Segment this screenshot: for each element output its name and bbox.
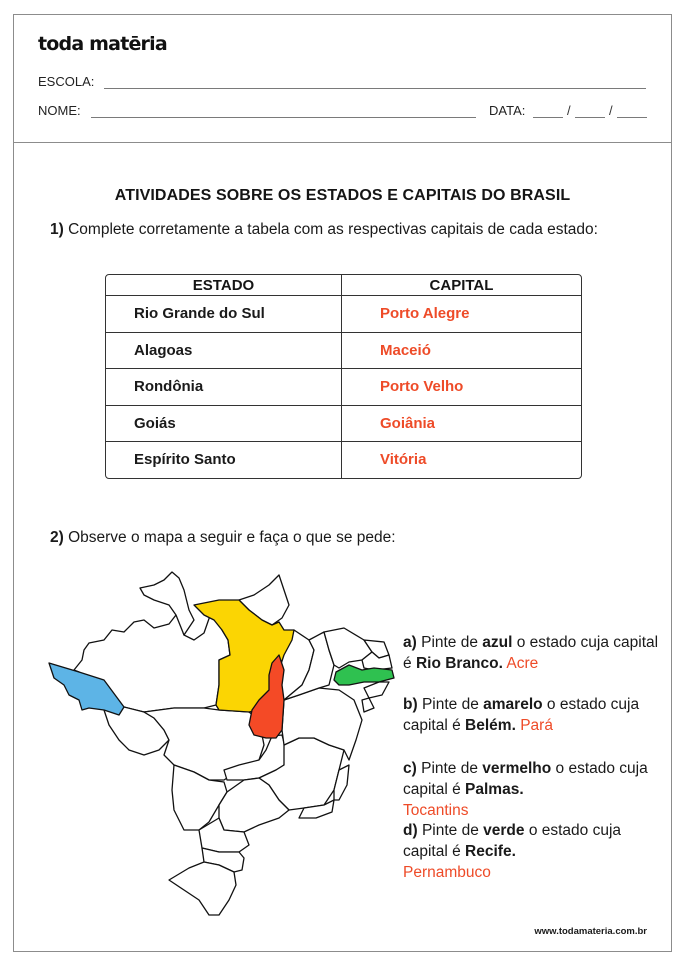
state-cell: Goiás	[106, 406, 342, 442]
column-header-estado: ESTADO	[106, 275, 342, 295]
item-capital: Rio Branco.	[415, 655, 503, 672]
item-letter: c)	[403, 760, 417, 777]
name-field[interactable]	[91, 117, 476, 118]
table-header-row	[106, 275, 581, 295]
item-color-word: azul	[482, 634, 513, 651]
state-alagoas	[364, 682, 389, 698]
date-day-field[interactable]	[533, 117, 563, 118]
date-label: DATA:	[489, 103, 526, 118]
item-letter: a)	[403, 634, 417, 651]
question-2b	[403, 694, 663, 736]
state-cell: Espírito Santo	[106, 442, 342, 478]
question-2d	[403, 820, 663, 883]
question-2-prompt	[50, 527, 610, 548]
question-number: 1)	[50, 221, 64, 238]
state-cell: Rio Grande do Sul	[106, 296, 342, 332]
footer-url[interactable]: www.todamateria.com.br	[534, 926, 647, 937]
state-cell: Alagoas	[106, 333, 342, 369]
school-field[interactable]	[104, 88, 646, 89]
item-answer[interactable]: Acre	[506, 655, 539, 672]
table-row	[106, 295, 581, 332]
item-text: o estado cuja capital é	[403, 822, 622, 860]
column-header-capital: CAPITAL	[429, 276, 494, 294]
date-year-field[interactable]	[617, 117, 647, 118]
header-divider	[14, 142, 671, 143]
page-title: ATIVIDADES SOBRE OS ESTADOS E CAPITAIS DO BRASIL	[114, 187, 571, 204]
item-text: Pinte de	[417, 696, 484, 713]
question-number: 2)	[50, 529, 64, 546]
table-row	[106, 368, 581, 405]
school-label: ESCOLA:	[38, 74, 95, 89]
capital-cell[interactable]: Maceió	[380, 341, 431, 359]
question-1-prompt	[50, 219, 610, 240]
capital-cell[interactable]: Goiânia	[380, 414, 436, 432]
item-letter: d)	[403, 822, 418, 839]
states-capitals-table	[105, 274, 582, 479]
capital-cell[interactable]: Porto Velho	[380, 378, 464, 396]
item-capital: Belém.	[465, 717, 516, 734]
item-text: o estado cuja capital é	[403, 634, 659, 672]
item-text: o estado cuja capital é	[403, 760, 648, 798]
item-color-word: verde	[483, 822, 525, 839]
item-color-word: vermelho	[482, 760, 552, 777]
worksheet-page	[13, 14, 672, 952]
item-answer[interactable]: Tocantins	[403, 802, 469, 819]
item-answer[interactable]: Pernambuco	[403, 864, 491, 881]
capital-cell[interactable]: Porto Alegre	[380, 305, 470, 323]
logo: toda matēria	[38, 33, 167, 55]
item-answer[interactable]: Pará	[520, 717, 553, 734]
item-text: Pinte de	[416, 760, 483, 777]
state-cell: Rondônia	[106, 369, 342, 405]
date-month-field[interactable]	[575, 117, 605, 118]
capital-cell[interactable]: Vitória	[380, 451, 427, 469]
question-text: Observe o mapa a seguir e faça o que se pede:	[63, 529, 396, 546]
item-text: Pinte de	[416, 634, 483, 651]
table-row	[106, 405, 581, 442]
question-2a	[403, 632, 663, 674]
table-row	[106, 332, 581, 369]
item-text: o estado cuja capital é	[403, 696, 640, 734]
name-label: NOME:	[38, 103, 81, 118]
date-separator: /	[567, 103, 571, 118]
table-row	[106, 441, 581, 478]
brazil-map	[44, 560, 414, 930]
item-letter: b)	[403, 696, 418, 713]
state-sergipe	[362, 698, 374, 712]
item-capital: Palmas.	[465, 781, 524, 798]
question-2c	[403, 758, 663, 821]
item-text: Pinte de	[417, 822, 484, 839]
item-capital: Recife.	[465, 843, 516, 860]
item-color-word: amarelo	[483, 696, 543, 713]
question-text: Complete corretamente a tabela com as respectivas capitais de cada estado:	[63, 221, 598, 238]
date-separator: /	[609, 103, 613, 118]
state-rio-grande-do-sul	[169, 862, 236, 915]
